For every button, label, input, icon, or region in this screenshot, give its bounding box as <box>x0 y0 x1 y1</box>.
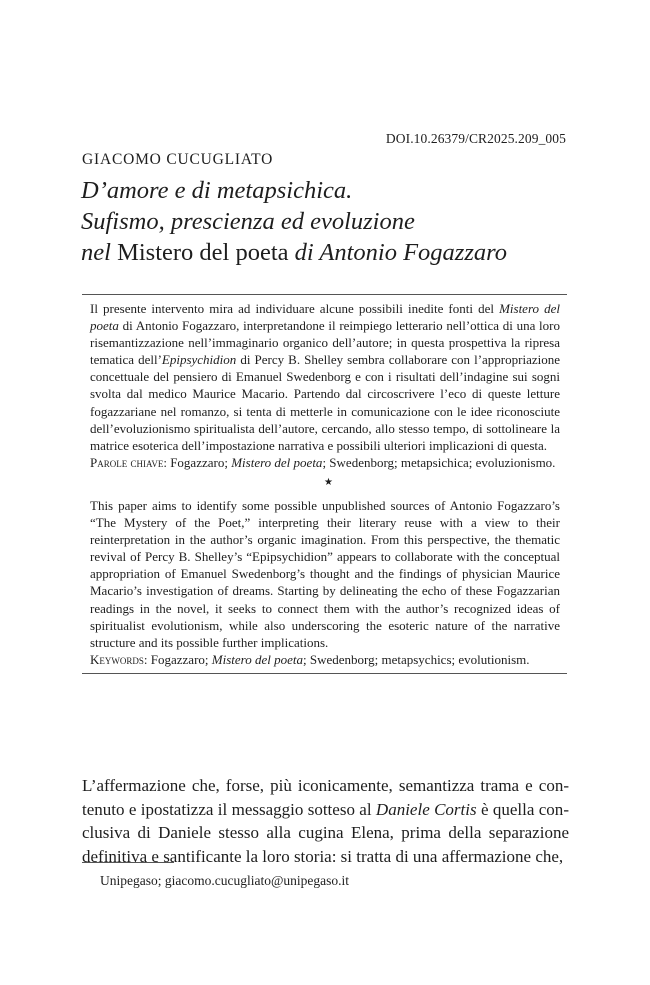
article-title <box>81 175 507 268</box>
body-paragraph: L’affermazione che, forse, più iconicamente, semantizza trama e contenuto e ipostatizza il messaggio sotteso al Daniele Cortis è quella conclusiva di Daniele stesso alla cugina Elena, prima della separazione definitiva e santificante la loro storia: si tratta di una affermazione che, <box>82 776 569 866</box>
title-line-1: D’amore e di metapsichica. <box>81 177 353 204</box>
author-affiliation-footnote: Unipegaso; giacomo.cucugliato@unipegaso.it <box>100 873 349 888</box>
abstract-box <box>82 294 567 674</box>
abstract-italian: Il presente intervento mira ad individuare alcune possibili inedite fonti del Mistero del poeta di Antonio Fogazzaro, interpretandone il reimpiego letterario nell’ottica di una loro risemantizzazione nell’immaginario organico dell’autore; in questa prospettiva la ripresa tematica dell’Epipsychidion di Percy B. Shelley sembra collaborare con l’appropriazione concettuale del pensiero di Emanuel Swedenborg e con i risultati dell’indagine sui sogni svolta dal medico Maurice Macario. Partendo dal circoscrivere l’eco di queste letture fogazzariane nel romanzo, si tenta di metterle in comunicazione con le idee riconosciute dell’evoluzionismo spiritualista dell’autore, cercando, allo stesso tempo, di sottolineare la matrice esoterica dell’impostazione narrativa e possibili ulteriori implicazioni di questa. Parole chiave: Fogazzaro; Mistero del poeta; Swedenborg; metapsichica; evoluzionismo. <box>90 301 560 470</box>
section-separator-star: ★ <box>324 476 333 488</box>
title-work: Mistero del poeta <box>117 239 289 266</box>
author-name: GIACOMO CUCUGLIATO <box>82 151 274 168</box>
keywords-label-en: Keywords <box>90 651 144 667</box>
keywords-label-it: Parole chiave <box>90 454 164 470</box>
abstract-english: This paper aims to identify some possible unpublished sources of Antonio Fogazzaro’s “The Mystery of the Poet,” interpreting their literary reuse with a view to their reinterpretation in the author’s organic imagination. From this perspective, the thematic revival of Percy B. Shelley’s “Epipsychidion” appears to collaborate with the conceptual appropriation of Emanuel Swedenborg’s thought and the findings of physician Maurice Macario’s investigation of dreams. Starting by delineating the echo of these Fogazzarian readings in the novel, it seeks to connect them with the author’s recognized ideas of spiritualist evolutionism, while also underscoring the esoteric nature of the narrative structure and its possible further implications. Keywords: Fogazzaro; Mistero del poeta; Swedenborg; metapsychics; evolutionism. <box>90 497 560 667</box>
doi-label: DOI.10.26379/CR2025.209_005 <box>385 131 566 146</box>
title-line-3: nel Mistero del poeta di Antonio Fogazzaro <box>81 239 507 266</box>
title-line-2: Sufismo, prescienza ed evoluzione <box>81 208 415 235</box>
footnote-rule <box>82 862 174 863</box>
